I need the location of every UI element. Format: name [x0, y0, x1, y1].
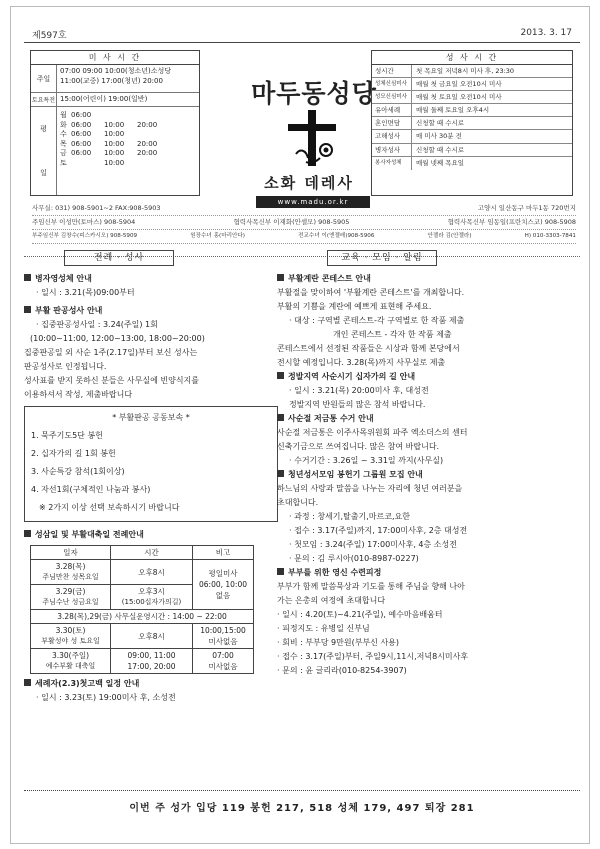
text-line: 사순절 저금통은 이주사목위원회 파주 엑소더스의 센터 — [277, 428, 468, 437]
penance-item: 1. 묵주기도5단 봉헌 — [31, 431, 103, 440]
text-line: · 회비 : 부부당 9만원(부부신 사용) — [277, 638, 400, 647]
liturgy-column — [24, 248, 286, 705]
text-line: · 문의 : 윤 글리라(010-8254-3907) — [277, 666, 407, 675]
sunday-label: 주일 — [31, 65, 57, 92]
contact-row-3: 부주임신부 김창수(피스카시오) 908-5909 원장수녀 홍(마리안다) 전교수녀 이(엔젤레)908-5906 안젤라 김(안젤라) H) 010-3303-7841 — [32, 230, 576, 244]
section-title: 병자영성체 안내 — [24, 272, 286, 286]
text-line: 부활의 기쁨을 계란에 예쁘게 표현해 주세요. — [277, 302, 432, 311]
triduum-schedule-table: 일자 시간 비고 3.28(목) 주님만찬 성목요일 오후8시 평일미사 06:00, 10:00 없음 3.29(금) 주님수난 성금요일 오후3시 (15:00십자가의길) 3.28(목),29(금) 사무실운영시간 : 14:00 ~ 22:00 3.30(토) 부활성야 성 토요일 오후8시 10:00,15:00 미사없음 3.30(주일) 예수부활 대축일 09:00, 11:00 17:00, 20:00 07:00 미사없음 — [30, 545, 254, 674]
church-patron: 소화 데레사 — [264, 174, 354, 192]
liturgy-heading: 전례 · 성사 — [64, 250, 174, 266]
penance-note: ※ 2가지 이상 선택 보속하시기 바랍니다 — [39, 503, 180, 512]
weekday-item: 월 06:00 — [60, 111, 92, 119]
text-line: 콘테스트에서 선정된 작품들은 시상과 함께 본당에서 — [277, 344, 460, 353]
cross-rose-icon — [286, 110, 338, 170]
section-title: 부부를 위한 영신 수련피정 — [277, 566, 547, 580]
weekday-item: 금 06:00 10:00 20:00 — [60, 149, 158, 157]
text-line: 초대합니다. — [277, 498, 319, 507]
sunday-line-2: 11:00(교중) 17:00(청년) 20:00 — [60, 77, 163, 85]
text-line: 성사표를 받지 못하신 분들은 사무실에 빈양식지를 — [24, 376, 200, 385]
weekday-item: 토 10:00 — [60, 158, 125, 167]
weekday-item: 수 06:00 10:00 — [60, 130, 125, 138]
text-line: 판공성사로 인정됩니다. — [24, 362, 107, 371]
text-line: 부활절을 맞이하여 '부활계란 콘테스트'를 개최합니다. — [277, 288, 465, 297]
sunday-row — [31, 65, 199, 93]
education-column — [277, 248, 547, 678]
text-line: 부부가 함께 말씀묵상과 기도를 통해 주님을 향해 나아 — [277, 582, 465, 591]
penance-item: 2. 십자가의 길 1회 봉헌 — [31, 449, 116, 458]
text-line: 하느님의 사랑과 말씀을 나누는 자리에 청년 여러분을 — [277, 484, 463, 493]
text-line: · 접수 : 3.17(주일)까지, 17:00미사후, 2층 대성전 — [289, 526, 468, 535]
text-line: · 대상 : 구역별 콘테스트-각 구역별로 한 작품 제출 — [289, 316, 465, 325]
weekday-label-1: 평 — [40, 125, 47, 133]
section-title: 부활계란 콘테스트 안내 — [277, 272, 547, 286]
sacrament-times-box — [371, 50, 573, 196]
weekday-item: 목 06:00 10:00 20:00 — [60, 139, 158, 148]
education-heading: 교육 · 모임 · 알림 — [327, 250, 437, 266]
text-line: 이용하셔서 작성, 제출바랍니다 — [24, 390, 133, 399]
penance-item: 3. 사순특강 참석(1회이상) — [31, 467, 125, 476]
church-name: 마두동성당 — [251, 79, 377, 108]
weekday-list — [57, 107, 199, 195]
text-line: · 과정 : 창세기,탈출기,마르코,요한 — [289, 512, 410, 521]
text-line: · 일시 : 3.21(목)09:00부터 — [36, 288, 135, 297]
section-title: 청년성서모임 봉헌기 그룹원 모집 안내 — [277, 468, 547, 482]
text-line: · 문의 : 김 루시아(010-8987-0227) — [289, 554, 419, 563]
contact-lines — [32, 202, 576, 244]
text-line: 신축기금으로 쓰여집니다. 많은 참여 바랍니다. — [277, 442, 440, 451]
text-line: · 집중판공성사일 : 3.24(주일) 1회 — [36, 320, 158, 329]
saturday-row — [31, 93, 199, 107]
text-line: · 일시 : 3.21(목) 20:00미사 후, 대성전 — [289, 386, 429, 395]
penance-item: 4. 자선1회(구체적인 나눔과 봉사) — [31, 485, 151, 494]
penance-box — [24, 406, 278, 522]
contact-row-2: 주임신부 이성만(토마스) 908-5904 협력사목신부 이재화(안셀모) 908-5905 협력사목신부 임동일(프란치스코) 908-5908 — [32, 216, 576, 230]
contact-row-1: 사무실: 031) 908-5901~2 FAX:908-5903 고양시 일산동구 마두1동 720번지 — [32, 202, 576, 216]
text-line: · 접수 : 3.17(주일)부터, 주일9시,11시,저녁8시미사후 — [277, 652, 469, 661]
sacrament-row: 유아세례 매월 둘째 토요일 오후4시 — [372, 104, 572, 117]
text-line: (10:00~11:00, 12:00~13:00, 18:00~20:00) — [30, 334, 205, 343]
mass-times-box — [30, 50, 200, 196]
saturday-line: 15:00(어린이) 19:00(일반) — [60, 95, 148, 103]
sunday-line-1: 07:00 09:00 10:00(청소년)소성당 — [60, 67, 172, 75]
section-title: 부활 판공성사 안내 — [24, 304, 286, 318]
mass-times-title: 미 사 시 간 — [31, 51, 199, 65]
sacrament-row: 고해성사 매 미사 30분 전 — [372, 130, 572, 143]
saturday-label: 토요특전 — [31, 93, 57, 106]
text-line: · 첫모임 : 3.24(주일) 17:00미사후, 4층 소성전 — [289, 540, 457, 549]
sacrament-row: 봉사자성체 매월 넷째 목요일 — [372, 157, 572, 170]
text-line: · 일시 : 3.23(토) 19:00미사 후, 소성전 — [36, 693, 176, 702]
issue-date: 2013. 3. 17 — [520, 28, 572, 38]
weekday-item: 화 06:00 10:00 20:00 — [60, 120, 158, 129]
sacrament-row: 성시간 첫 목요일 저녁8시 미사 후, 23:30 — [372, 65, 572, 78]
website-url[interactable]: www.madu.or.kr — [256, 196, 370, 208]
sacrament-row: 혼인면담 신청할 때 수시로 — [372, 117, 572, 130]
issue-number: 제597호 — [32, 31, 67, 41]
text-line: 개인 콘테스트 - 각자 한 작품 제출 — [333, 330, 452, 339]
sacrament-row: 성모신심미사 매월 첫 토요일 오전10시 미사 — [372, 91, 572, 104]
penance-box-title: * 부활판공 공동보속 * — [112, 413, 190, 422]
text-line: 전시할 예정입니다. 3.28(목)까지 사무실로 제출 — [277, 358, 446, 367]
section-title: 세례자(2.3)첫고백 일정 안내 — [24, 677, 286, 691]
header-rule — [24, 42, 580, 43]
sacrament-times-title: 성 사 시 간 — [372, 51, 572, 65]
weekday-label-2: 일 — [40, 169, 47, 177]
issue-line — [24, 28, 580, 41]
text-line: 가는 은총의 여정에 초대합니다 — [277, 596, 386, 605]
sacrament-row: 병자성사 신청할 때 수시로 — [372, 144, 572, 157]
text-line: 집중판공일 외 사순 1주(2.17일)부터 보신 성사는 — [24, 348, 198, 357]
weekday-row — [31, 107, 199, 195]
text-line: 정발지역 반원들의 많은 참석 바랍니다. — [289, 400, 426, 409]
section-title: 성삼일 및 부활대축일 전례안내 — [24, 528, 286, 542]
hymn-footer: 이번 주 성가 입당 119 봉헌 217, 518 성체 179, 497 퇴장 281 — [24, 790, 580, 814]
text-line: · 수거기간 : 3.26일 ~ 3.31일 까지(사무실) — [289, 456, 444, 465]
section-title: 정발지역 사순시기 십자가의 길 안내 — [277, 370, 547, 384]
sacrament-row: 성체신심미사 매월 첫 금요일 오전10시 미사 — [372, 78, 572, 91]
section-title: 사순절 저금통 수거 안내 — [277, 412, 547, 426]
text-line: · 피정지도 : 유병일 신부님 — [277, 624, 370, 633]
text-line: · 일시 : 4.20(토)~4.21(주일), 예수마음배움터 — [277, 610, 443, 619]
